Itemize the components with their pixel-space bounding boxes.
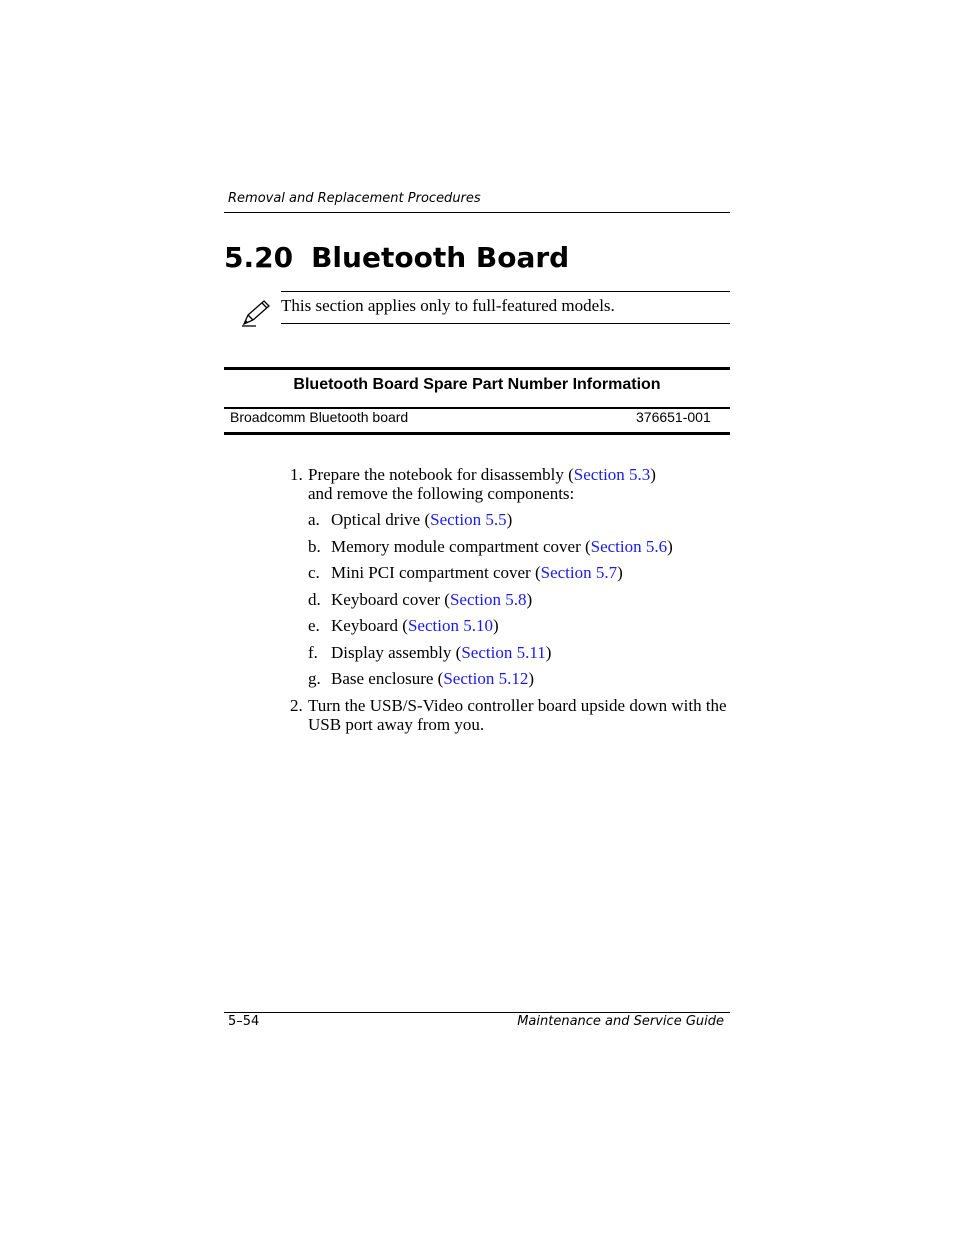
step-number: 2.: [290, 696, 303, 715]
part-description: Broadcomm Bluetooth board: [230, 409, 409, 425]
substep-letter: c.: [308, 563, 320, 582]
section-link[interactable]: Section 5.5: [430, 510, 507, 529]
pencil-note-icon: [240, 298, 272, 328]
section-link[interactable]: Section 5.6: [590, 537, 668, 556]
note-text: This section applies only to full-featured models.: [281, 296, 615, 315]
guide-title: Maintenance and Service Guide: [517, 1014, 724, 1029]
substep-letter: a.: [308, 510, 320, 529]
substep-letter: e.: [308, 616, 320, 635]
section-link[interactable]: Section 5.8: [449, 590, 527, 609]
header-rule: [224, 212, 730, 213]
substep-text: Base enclosure (Section 5.12): [331, 669, 535, 688]
footer-rule: [224, 1012, 730, 1013]
step-number: 1.: [290, 465, 303, 484]
substep-letter: d.: [308, 590, 321, 609]
section-title-text: Bluetooth Board: [311, 241, 570, 274]
section-link[interactable]: Section 5.7: [540, 563, 618, 582]
step-text-line2: USB port away from you.: [308, 715, 485, 734]
page-number: 5–54: [228, 1014, 260, 1029]
table-title: Bluetooth Board Spare Part Number Information: [293, 376, 661, 393]
table-bottom-rule: [224, 432, 730, 435]
substep-text: Keyboard cover (Section 5.8): [331, 590, 533, 609]
substep-text: Keyboard (Section 5.10): [331, 616, 499, 635]
section-link[interactable]: Section 5.12: [443, 669, 529, 688]
substep-text: Mini PCI compartment cover (Section 5.7): [331, 563, 623, 582]
section-link[interactable]: Section 5.11: [461, 643, 546, 662]
step-text: Turn the USB/S-Video controller board upside down with the: [308, 696, 727, 715]
substep-letter: b.: [308, 537, 321, 556]
table-top-rule: [224, 367, 730, 370]
substep-text: Display assembly (Section 5.11): [331, 643, 552, 662]
note-bottom-rule: [281, 323, 730, 324]
section-link[interactable]: Section 5.3: [573, 465, 651, 484]
running-header: Removal and Replacement Procedures: [228, 191, 481, 206]
step-text: Prepare the notebook for disassembly (Section 5.3): [308, 465, 656, 484]
section-title: [224, 241, 569, 274]
substep-letter: f.: [308, 643, 318, 662]
substep-letter: g.: [308, 669, 321, 688]
step-text-line2: and remove the following components:: [308, 484, 575, 503]
substep-text: Memory module compartment cover (Section 5.6): [331, 537, 673, 556]
note-top-rule: [281, 291, 730, 292]
section-number: 5.20: [224, 241, 294, 274]
section-link[interactable]: Section 5.10: [407, 616, 493, 635]
part-number: 376651-001: [636, 409, 711, 425]
substep-text: Optical drive (Section 5.5): [331, 510, 513, 529]
